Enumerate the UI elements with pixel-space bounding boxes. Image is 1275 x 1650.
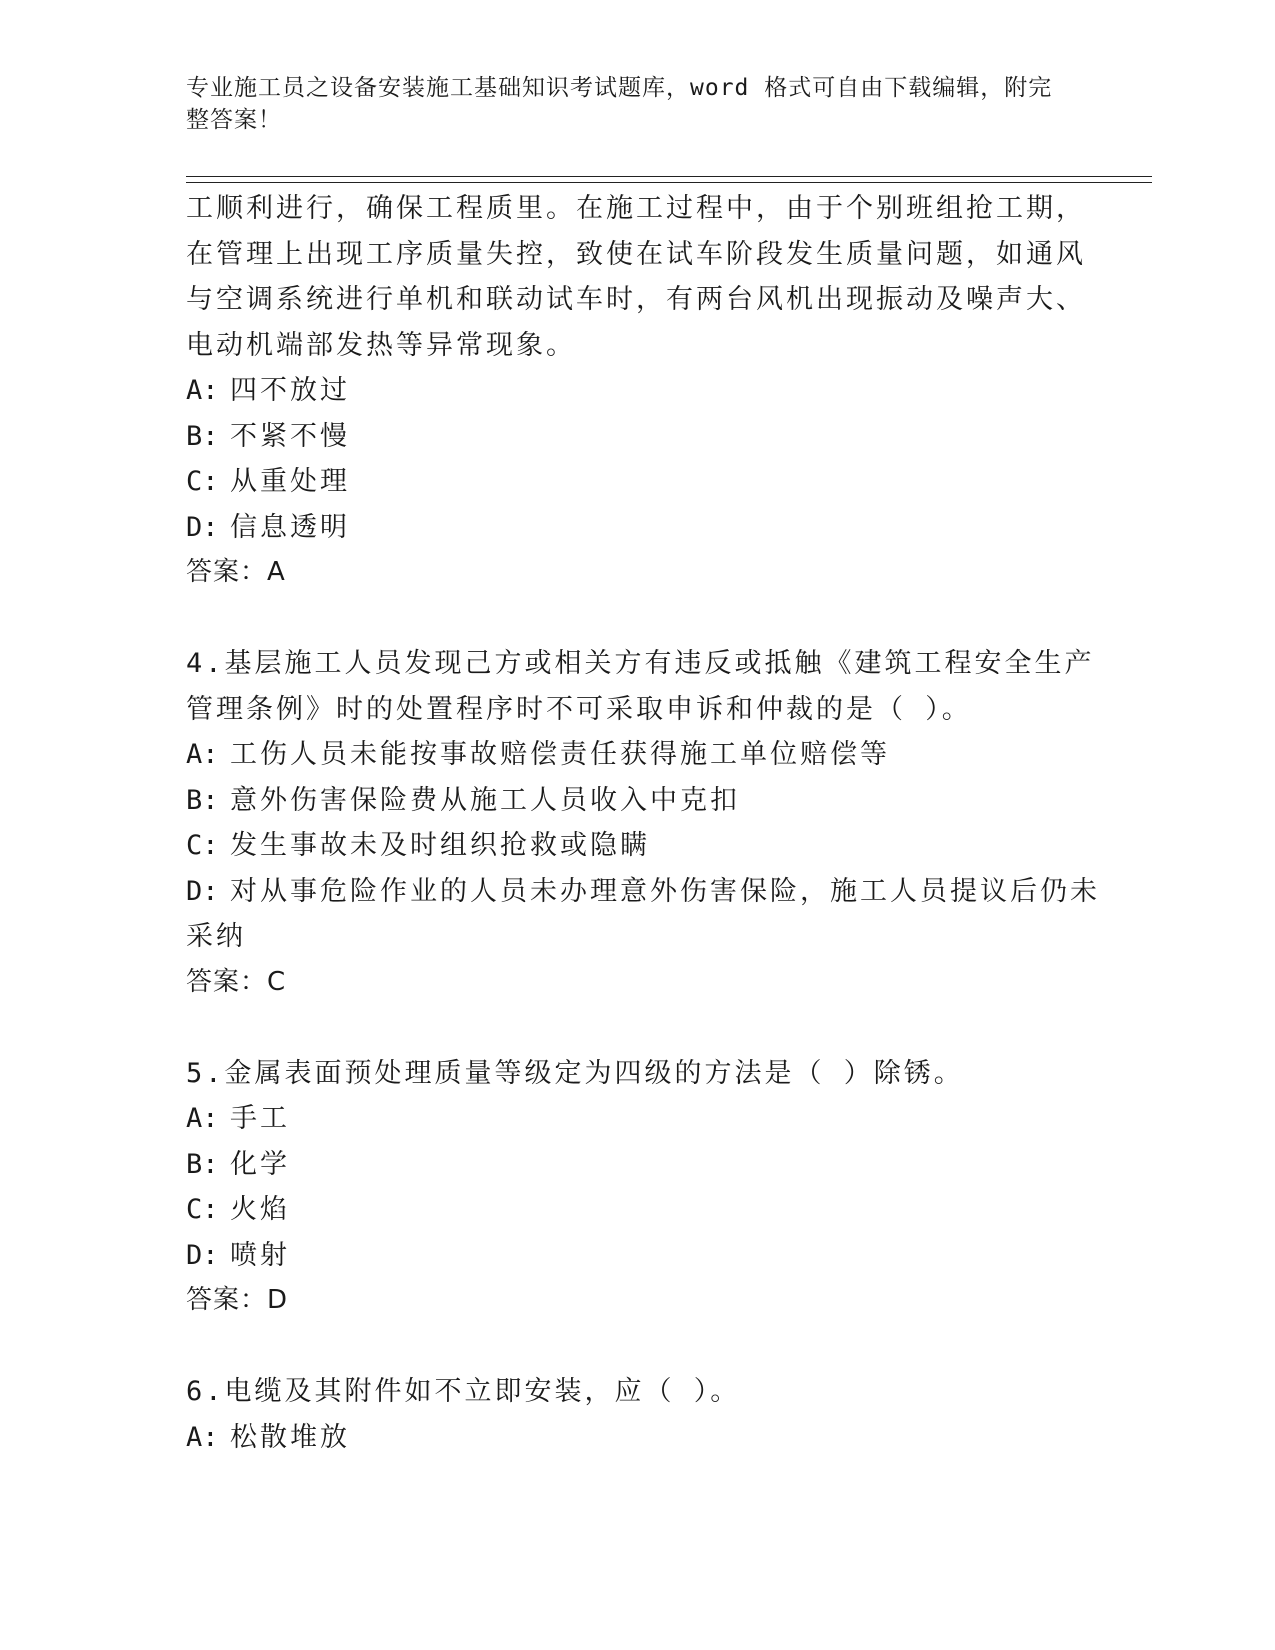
question-4 — [186, 641, 1100, 1005]
question-text-line: 与空调系统进行单机和联动试车时，有两台风机出现振动及噪声大、 — [186, 284, 1086, 315]
option-c — [186, 1187, 1086, 1233]
option-letter: A: — [186, 1421, 219, 1453]
option-text: 化学 — [230, 1148, 290, 1180]
page-header — [186, 72, 1066, 136]
option-text: 松散堆放 — [230, 1421, 350, 1453]
option-letter: A: — [186, 1103, 219, 1134]
spacer — [186, 596, 1086, 642]
option-text: 工伤人员未能按事故赔偿责任获得施工单位赔偿等 — [230, 739, 890, 770]
option-text: 信息透明 — [230, 511, 350, 543]
option-text: 发生事故未及时组织抢救或隐瞒 — [230, 830, 650, 861]
option-letter: D: — [186, 1239, 219, 1271]
spacer — [186, 1324, 1086, 1370]
question-5 — [186, 1051, 1086, 1324]
option-text: 意外伤害保险费从施工人员收入中克扣 — [230, 784, 740, 816]
option-a — [186, 368, 1086, 414]
option-letter: B: — [186, 420, 219, 452]
header-line-1: 专业施工员之设备安装施工基础知识考试题库，word 格式可自由下载编辑，附完 — [186, 75, 1053, 101]
option-b — [186, 778, 1086, 824]
option-a — [186, 1096, 1086, 1142]
answer-label: 答案：C — [186, 966, 287, 997]
header-divider-top — [186, 176, 1152, 177]
option-a — [186, 732, 1086, 778]
question-text-line: 6.电缆及其附件如不立即安装，应（ ）。 — [186, 1376, 741, 1407]
question-text-line: 工顺利进行，确保工程质里。在施工过程中，由于个别班组抢工期， — [186, 193, 1086, 224]
option-letter: D: — [186, 875, 219, 907]
spacer — [186, 1005, 1086, 1051]
option-c — [186, 823, 1086, 869]
option-d — [186, 869, 1100, 915]
document-body — [186, 186, 1100, 1460]
option-text: 喷射 — [230, 1239, 290, 1271]
question-3 — [186, 186, 1086, 596]
header-line-2: 整答案！ — [186, 107, 282, 133]
option-letter: A: — [186, 375, 219, 406]
header-divider-bottom — [186, 182, 1152, 183]
option-letter: C: — [186, 466, 219, 497]
option-text: 不紧不慢 — [230, 420, 350, 452]
option-b — [186, 1142, 1086, 1188]
option-letter: C: — [186, 1194, 219, 1225]
option-d — [186, 505, 1086, 551]
option-letter: D: — [186, 511, 219, 543]
question-text-line: 电动机端部发热等异常现象。 — [186, 329, 576, 361]
question-text-line: 5.金属表面预处理质量等级定为四级的方法是（ ）除锈。 — [186, 1057, 964, 1089]
option-text: 从重处理 — [230, 466, 350, 497]
question-text-line: 4.基层施工人员发现己方或相关方有违反或抵触《建筑工程安全生产 — [186, 648, 1095, 679]
question-text-line: 管理条例》时的处置程序时不可采取申诉和仲裁的是（ ）。 — [186, 693, 972, 725]
option-text: 对从事危险作业的人员未办理意外伤害保险，施工人员提议后仍未 — [230, 875, 1100, 907]
option-letter: A: — [186, 739, 219, 770]
answer-label: 答案：D — [186, 1285, 289, 1315]
option-b — [186, 414, 1086, 460]
option-c — [186, 459, 1086, 505]
answer-label: 答案：A — [186, 557, 286, 587]
option-text: 四不放过 — [230, 375, 350, 406]
option-d — [186, 1233, 1086, 1279]
option-letter: B: — [186, 1148, 219, 1180]
option-text: 手工 — [230, 1103, 290, 1134]
option-a — [186, 1415, 1086, 1461]
question-text-line: 在管理上出现工序质量失控，致使在试车阶段发生质量问题，如通风 — [186, 238, 1086, 270]
option-letter: C: — [186, 830, 219, 861]
question-6 — [186, 1369, 1086, 1460]
option-letter: B: — [186, 784, 219, 816]
option-text: 火焰 — [230, 1194, 290, 1225]
option-d-continuation: 采纳 — [186, 921, 246, 952]
